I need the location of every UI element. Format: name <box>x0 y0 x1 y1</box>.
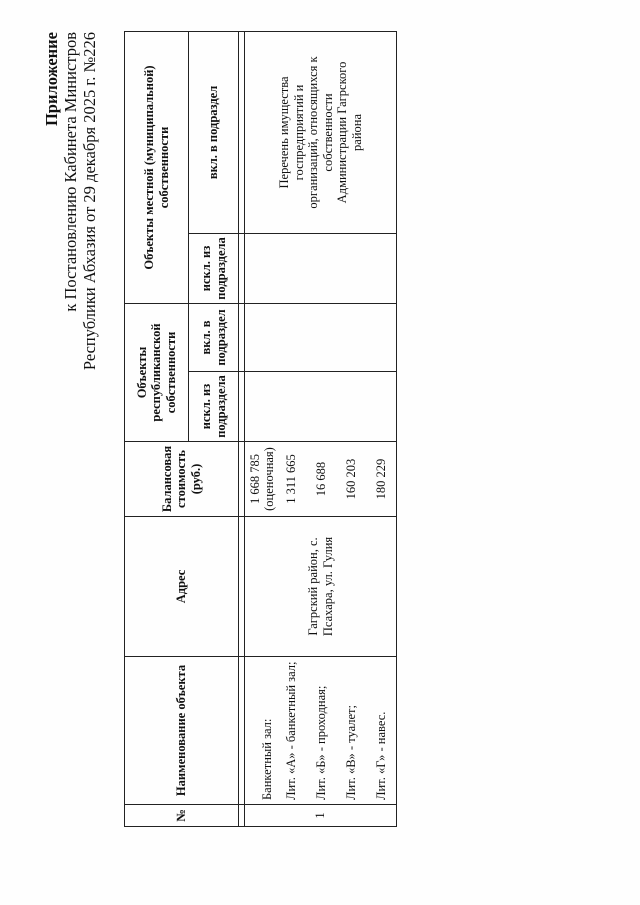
row-address: Гагрский район, с. Псахара, ул. Гулия <box>245 517 397 657</box>
row-rep-excl <box>245 372 397 442</box>
cost-line: 1 311 665 <box>284 454 298 504</box>
table-header-row <box>125 31 189 826</box>
table-row <box>245 31 397 826</box>
row-num: 1 <box>245 805 397 827</box>
row-rep-incl <box>245 303 397 371</box>
rep-incl-header: вкл. в подраздел <box>189 303 239 371</box>
header-line-1: к Постановлению Кабинета Министров <box>61 32 80 312</box>
property-table <box>124 31 397 827</box>
col-municipal-header: Объекты местной (муниципальной) собственности <box>125 31 189 303</box>
cost-line: 16 688 <box>314 461 328 497</box>
cost-line: 160 203 <box>344 458 358 500</box>
row-mun-excl <box>245 233 397 303</box>
col-address-header: Адрес <box>125 517 239 657</box>
col-num-header: № <box>125 805 239 827</box>
rep-excl-header: искл. из подраздела <box>189 372 239 442</box>
header-line-2: Республики Абхазия от 29 декабря 2025 г. №226 <box>80 32 99 371</box>
name-line: Лит. «В» - туалет; <box>344 705 358 800</box>
document-header <box>42 32 99 885</box>
name-line: Лит. «Б» - проходная; <box>314 685 328 800</box>
col-republic-header: Объекты республиканской собственности <box>125 303 189 441</box>
col-cost-header: Балансовая стоимость (руб.) <box>125 442 239 517</box>
name-line: Лит. «А» - банкетный зал; <box>284 661 298 800</box>
mun-incl-header: вкл. в подраздел <box>189 31 239 233</box>
name-line: Банкетный зал: <box>260 718 274 800</box>
row-cost <box>245 442 397 517</box>
name-line: Лит. «Г» - навес. <box>374 711 388 800</box>
row-name <box>245 657 397 805</box>
row-mun-incl: Перечень имущества госпредприятий и организаций, относящихся к собственности Администрации Гагрского района <box>245 31 397 233</box>
cost-line: 1 668 785 (оценочная) <box>248 447 276 511</box>
cost-line: 180 229 <box>374 458 388 500</box>
appendix-title: Приложение <box>42 32 61 127</box>
mun-excl-header: искл. из подраздела <box>189 233 239 303</box>
col-name-header: Наименование объекта <box>125 657 239 805</box>
